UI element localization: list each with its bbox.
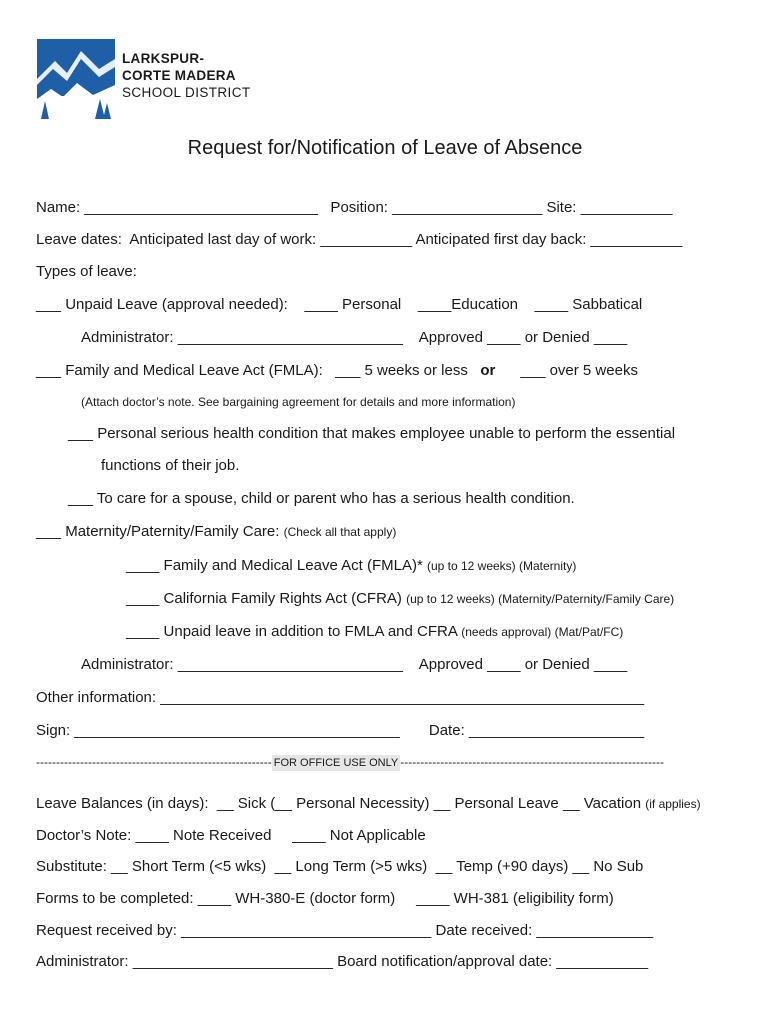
divider-dashes-left: ----------------------------------------------------------- (36, 755, 272, 769)
leave-balances-label: Leave Balances (in days): __ Sick (__ Personal Necessity) __ Personal Leave __ Vacation (36, 795, 646, 812)
functions-row: functions of their job. (101, 457, 240, 474)
fmla-sub-note: (up to 12 weeks) (Maternity) (426, 559, 577, 573)
logo-line-1: LARKSPUR- (122, 51, 205, 66)
fmla-or: or (480, 362, 496, 379)
fmla-over: ___ over 5 weeks (495, 362, 638, 379)
office-use-label: FOR OFFICE USE ONLY (273, 757, 399, 769)
mountain-logo-icon (37, 39, 115, 119)
cfra-label: ____ California Family Rights Act (CFRA) (126, 590, 407, 607)
logo-line-3: SCHOOL DISTRICT (122, 85, 251, 100)
district-name (122, 50, 251, 101)
cfra-note: (up to 12 weeks) (Maternity/Paternity/Family Care) (406, 592, 675, 606)
attach-note: (Attach doctor’s note. See bargaining agreement for details and more information) (81, 395, 516, 409)
unpaid-addition-note: (needs approval) (Mat/Pat/FC) (461, 625, 624, 639)
doctors-note-row: Doctor’s Note: ____ Note Received ____ Not Applicable (36, 827, 426, 844)
fmla-row (36, 362, 638, 379)
other-information-row: Other information: __________________________________________________________ (36, 689, 645, 706)
unpaid-leave-row: ___ Unpaid Leave (approval needed): ____ Personal ____Education ____ Sabbatical (36, 296, 643, 313)
name-position-site-row: Name: ____________________________ Position: __________________ Site: ___________ (36, 199, 673, 216)
leave-balances-row (36, 795, 701, 812)
logo-line-2: CORTE MADERA (122, 68, 236, 83)
unpaid-addition-row (126, 623, 623, 640)
administrator-approval-row-2: Administrator: ___________________________ Approved ____ or Denied ____ (81, 656, 628, 673)
fmla-label: ___ Family and Medical Leave Act (FMLA): ___ 5 weeks or less (36, 362, 481, 379)
leave-dates-row: Leave dates: Anticipated last day of work: ___________ Anticipated first day back: ___________ (36, 231, 683, 248)
forms-row: Forms to be completed: ____ WH-380-E (doctor form) ____ WH-381 (eligibility form) (36, 890, 614, 907)
divider-dashes-right: ------------------------------------------------------------------ (400, 755, 665, 769)
types-of-leave-heading: Types of leave: (36, 263, 137, 280)
fmla-sub-row (126, 557, 576, 574)
maternity-note: (Check all that apply) (283, 525, 397, 539)
request-received-row: Request received by: ______________________________ Date received: ______________ (36, 922, 654, 939)
district-logo (37, 39, 115, 119)
administrator-approval-row-1: Administrator: ___________________________ Approved ____ or Denied ____ (81, 329, 628, 346)
cfra-row (126, 590, 674, 607)
sign-date-row: Sign: _______________________________________ Date: _____________________ (36, 722, 645, 739)
administrator-board-row: Administrator: ________________________ Board notification/approval date: ___________ (36, 953, 649, 970)
substitute-row: Substitute: __ Short Term (<5 wks) __ Long Term (>5 wks) __ Temp (+90 days) __ No Sub (36, 858, 644, 875)
maternity-label: ___ Maternity/Paternity/Family Care: (36, 523, 284, 540)
page-title: Request for/Notification of Leave of Absence (187, 137, 583, 159)
fmla-sub-label: ____ Family and Medical Leave Act (FMLA)* (126, 557, 427, 574)
care-for-row: ___ To care for a spouse, child or parent who has a serious health condition. (68, 490, 575, 507)
personal-serious-row: ___ Personal serious health condition that makes employee unable to perform the essential (68, 425, 676, 442)
maternity-row (36, 523, 396, 540)
office-use-divider (36, 755, 732, 775)
unpaid-addition-label: ____ Unpaid leave in addition to FMLA and CFRA (126, 623, 462, 640)
leave-balances-note: (if applies) (645, 797, 701, 811)
